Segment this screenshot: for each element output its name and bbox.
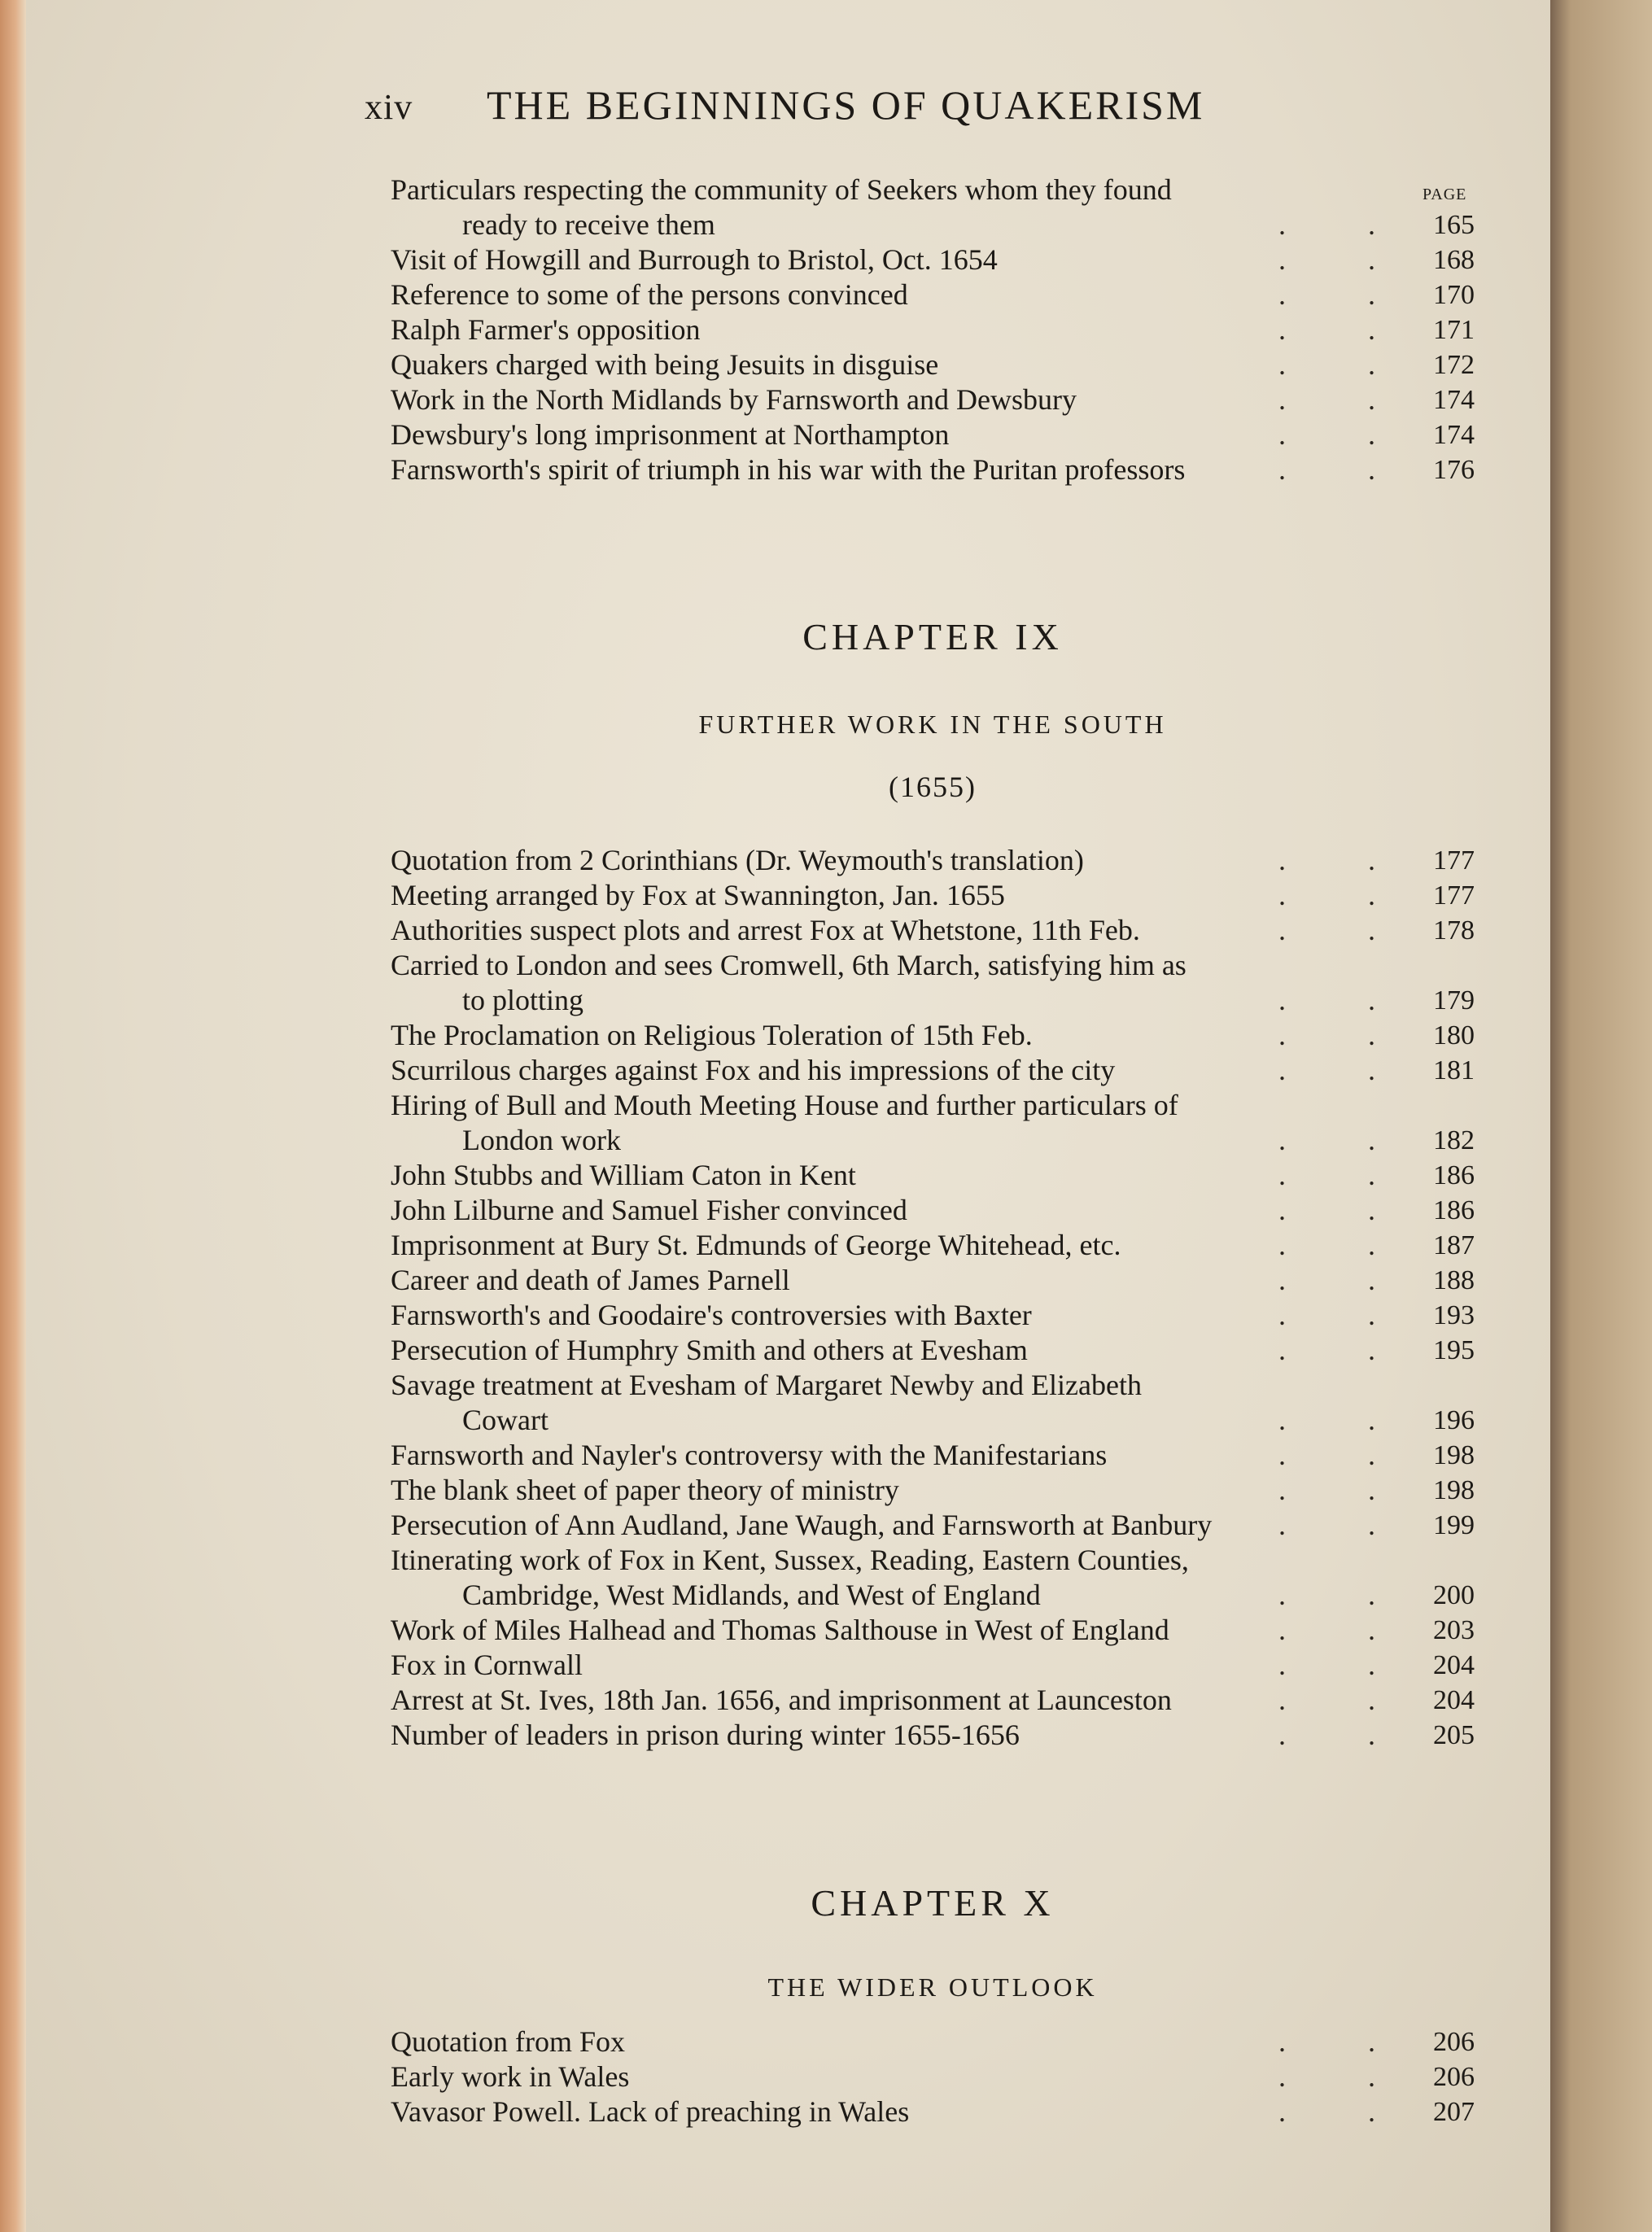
chapter-ix-title: CHAPTER IX [802,616,1063,657]
page-folio: xiv [365,87,413,127]
toc-entry-line: Visit of Howgill and Burrough to Bristol, Oct. 1654 [391,243,998,276]
toc-page-number: 165 [1433,210,1475,240]
toc-page-number: 200 [1433,1580,1475,1610]
toc-page-number: 206 [1433,2027,1475,2057]
toc-page-number: 176 [1433,455,1475,485]
toc-entry [391,1193,1475,1228]
toc-entry-line-continued: ready to receive them [462,208,715,241]
toc-page-number: 186 [1433,1195,1475,1225]
toc-entry-line: Farnsworth's and Goodaire's controversies with Baxter [391,1299,1032,1331]
toc-page-number: 198 [1433,1440,1475,1470]
dot-leader: . . [1278,1124,1413,1156]
toc-entry-line: Career and death of James Parnell [391,1264,790,1296]
toc-entry [391,878,1475,913]
dot-leader: . . [1278,1684,1413,1716]
toc-entry-line-continued: Cambridge, West Midlands, and West of England [462,1579,1041,1611]
dot-leader: . . [1278,383,1413,416]
toc-page-number: 182 [1433,1125,1475,1155]
dot-leader: . . [1278,1649,1413,1681]
toc-entry-line: Meeting arranged by Fox at Swannington, Jan. 1655 [391,879,1005,911]
toc-page-number: 187 [1433,1230,1475,1260]
toc-entry [391,1508,1475,1543]
toc-entry-text [391,382,1278,417]
toc-entry-line: Vavasor Powell. Lack of preaching in Wales [391,2095,910,2128]
toc-page-number: 179 [1433,985,1475,1016]
dot-leader: . . [1278,1019,1413,1051]
running-head [365,81,1374,129]
dot-leader: . . [1278,1299,1413,1331]
toc-entry-text [391,2094,1278,2129]
toc-page-number: 198 [1433,1475,1475,1505]
chapter-x-subtitle: THE WIDER OUTLOOK [767,1972,1098,2002]
toc-entry-text [391,1438,1278,1473]
toc-page-number: 199 [1433,1510,1475,1540]
dot-leader: . . [1278,1229,1413,1261]
toc-page-number: 206 [1433,2062,1475,2092]
toc-entry-line: Ralph Farmer's opposition [391,313,701,346]
toc-entry-line: Reference to some of the persons convinced [391,278,908,311]
chapter-ix-subtitle: FURTHER WORK IN THE SOUTH [698,710,1167,739]
dot-leader: . . [1278,1334,1413,1366]
toc-entry-text [391,1473,1278,1508]
toc-entry-line: Early work in Wales [391,2060,630,2093]
dot-leader: . . [1278,1719,1413,1751]
toc-entry-text [391,2059,1278,2094]
toc-entry-text [391,1228,1278,1263]
dot-leader: . . [1278,2025,1413,2058]
toc-entry-line: Farnsworth's spirit of triumph in his war with the Puritan professors [391,453,1186,486]
dot-leader: . . [1278,1194,1413,1226]
book-title: THE BEGINNINGS OF QUAKERISM [487,82,1205,128]
toc-entry-text [391,1298,1278,1333]
toc-entry-line-continued: Cowart [462,1404,548,1436]
toc-entry-text [391,1368,1278,1438]
facing-page-edge [1550,0,1652,2232]
toc-page-number: 170 [1433,280,1475,310]
toc-entry-text [391,173,1278,242]
toc-entry-text [391,843,1278,878]
toc-entry [391,1613,1475,1648]
toc-page-number: 172 [1433,350,1475,380]
toc-entry-line: John Stubbs and William Caton in Kent [391,1159,856,1191]
toc-page-number: 207 [1433,2097,1475,2127]
toc-entry-text [391,1543,1278,1613]
toc-entry-text [391,277,1278,312]
toc-entry-line: Persecution of Humphry Smith and others at Evesham [391,1334,1028,1366]
chapter-x-contents [391,2025,1475,2129]
toc-entry-line: Quotation from 2 Corinthians (Dr. Weymouth's translation) [391,844,1084,876]
chapter-x-title: CHAPTER X [811,1882,1055,1924]
dot-leader: . . [1278,1474,1413,1506]
toc-entry [391,382,1475,417]
dot-leader: . . [1278,243,1413,276]
toc-entry [391,1718,1475,1753]
toc-page-number: 188 [1433,1265,1475,1295]
dot-leader: . . [1278,914,1413,946]
toc-entry [391,913,1475,948]
dot-leader: . . [1278,984,1413,1016]
toc-entry [391,452,1475,487]
toc-entry-text [391,1648,1278,1683]
dot-leader: . . [1278,1579,1413,1611]
toc-entry [391,1158,1475,1193]
toc-entry-line: Savage treatment at Evesham of Margaret Newby and Elizabeth [391,1369,1142,1401]
toc-entry [391,1088,1475,1158]
toc-entry-line: The blank sheet of paper theory of ministry [391,1474,899,1506]
toc-entry-text [391,417,1278,452]
toc-entry-line: Scurrilous charges against Fox and his impressions of the city [391,1054,1116,1086]
toc-entry [391,1298,1475,1333]
toc-entry [391,1263,1475,1298]
chapter-ix-contents [391,843,1475,1753]
toc-entry-text [391,1613,1278,1648]
toc-entry-text [391,1018,1278,1053]
toc-entry [391,1053,1475,1088]
toc-entry [391,173,1475,242]
toc-entry-text [391,452,1278,487]
toc-entry-line: Fox in Cornwall [391,1649,583,1681]
toc-entry-line: Hiring of Bull and Mouth Meeting House and further particulars of [391,1089,1178,1121]
toc-entry-line: The Proclamation on Religious Toleration of 15th Feb. [391,1019,1033,1051]
toc-entry-text [391,1193,1278,1228]
toc-entry-text [391,878,1278,913]
dot-leader: . . [1278,2060,1413,2093]
toc-page-number: 177 [1433,880,1475,911]
dot-leader: . . [1278,453,1413,486]
toc-entry-line: Number of leaders in prison during winter 1655-1656 [391,1719,1020,1751]
toc-entry [391,1473,1475,1508]
toc-entry [391,242,1475,277]
toc-entry [391,948,1475,1018]
dot-leader: . . [1278,348,1413,381]
dot-leader: . . [1278,1404,1413,1436]
toc-entry-line: Work in the North Midlands by Farnsworth and Dewsbury [391,383,1077,416]
toc-page-number: 205 [1433,1720,1475,1750]
dot-leader: . . [1278,278,1413,311]
toc-entry [391,1683,1475,1718]
toc-entry-text [391,1333,1278,1368]
toc-entry [391,1333,1475,1368]
toc-entry-line: Authorities suspect plots and arrest Fox at Whetstone, 11th Feb. [391,914,1140,946]
toc-page-number: 181 [1433,1055,1475,1085]
toc-entry-text [391,1508,1278,1543]
toc-entry-text [391,242,1278,277]
toc-page-number: 195 [1433,1335,1475,1365]
toc-entry [391,1543,1475,1613]
toc-entry-line: Particulars respecting the community of Seekers whom they found [391,173,1172,206]
toc-entry [391,1438,1475,1473]
toc-page-number: 174 [1433,420,1475,450]
page-column-label: PAGE [1423,186,1467,203]
toc-entry-line: Work of Miles Halhead and Thomas Salthouse in West of England [391,1614,1169,1646]
toc-entry-text [391,1263,1278,1298]
toc-entry-line: Carried to London and sees Cromwell, 6th March, satisfying him as [391,949,1187,981]
toc-entry [391,1228,1475,1263]
toc-entry-text [391,347,1278,382]
toc-entry-line: Arrest at St. Ives, 18th Jan. 1656, and imprisonment at Launceston [391,1684,1172,1716]
toc-entry-line: Quakers charged with being Jesuits in disguise [391,348,939,381]
dot-leader: . . [1278,1439,1413,1471]
toc-entry-line: Imprisonment at Bury St. Edmunds of George Whitehead, etc. [391,1229,1121,1261]
toc-entry-text [391,1683,1278,1718]
toc-page-number: 204 [1433,1685,1475,1715]
toc-entry [391,417,1475,452]
toc-page-number: 196 [1433,1405,1475,1435]
toc-entry-text [391,1718,1278,1753]
dot-leader: . . [1278,1054,1413,1086]
dot-leader: . . [1278,418,1413,451]
toc-entry-line: Quotation from Fox [391,2025,625,2058]
toc-page-number: 193 [1433,1300,1475,1330]
toc-page-number: 177 [1433,845,1475,876]
toc-entry-text [391,913,1278,948]
toc-entry-text [391,2025,1278,2059]
dot-leader: . . [1278,1159,1413,1191]
dot-leader: . . [1278,208,1413,241]
toc-entry-line-continued: London work [462,1124,621,1156]
chapter-ix-year: (1655) [889,771,977,803]
toc-page-number: 178 [1433,915,1475,946]
toc-entry-line: Itinerating work of Fox in Kent, Sussex, Reading, Eastern Counties, [391,1544,1189,1576]
dot-leader: . . [1278,1614,1413,1646]
dot-leader: . . [1278,1509,1413,1541]
toc-entry [391,2094,1475,2129]
toc-entry [391,2059,1475,2094]
toc-entry [391,347,1475,382]
dot-leader: . . [1278,313,1413,346]
toc-entry-text [391,948,1278,1018]
toc-entry-line: Farnsworth and Nayler's controversy with the Manifestarians [391,1439,1108,1471]
toc-entry-line: Persecution of Ann Audland, Jane Waugh, and Farnsworth at Banbury [391,1509,1213,1541]
toc-page-number: 180 [1433,1020,1475,1050]
toc-entry-line: John Lilburne and Samuel Fisher convinced [391,1194,907,1226]
toc-page-number: 171 [1433,315,1475,345]
toc-entry [391,1368,1475,1438]
dot-leader: . . [1278,1264,1413,1296]
toc-entry-text [391,1053,1278,1088]
dot-leader: . . [1278,879,1413,911]
toc-entry [391,843,1475,878]
toc-entry-text [391,1088,1278,1158]
dot-leader: . . [1278,844,1413,876]
toc-entry [391,1648,1475,1683]
contents-list-continued [391,173,1475,487]
dot-leader: . . [1278,2095,1413,2128]
toc-entry [391,2025,1475,2059]
toc-entry-text [391,312,1278,347]
toc-page-number: 204 [1433,1650,1475,1680]
toc-page-number: 186 [1433,1160,1475,1190]
toc-page-number: 174 [1433,385,1475,415]
toc-page-number: 168 [1433,245,1475,275]
toc-entry-line-continued: to plotting [462,984,584,1016]
toc-entry-line: Dewsbury's long imprisonment at Northampton [391,418,950,451]
page-edge [0,0,26,2232]
toc-page-number: 203 [1433,1615,1475,1645]
toc-entry [391,277,1475,312]
toc-entry [391,1018,1475,1053]
toc-entry-text [391,1158,1278,1193]
toc-entry [391,312,1475,347]
